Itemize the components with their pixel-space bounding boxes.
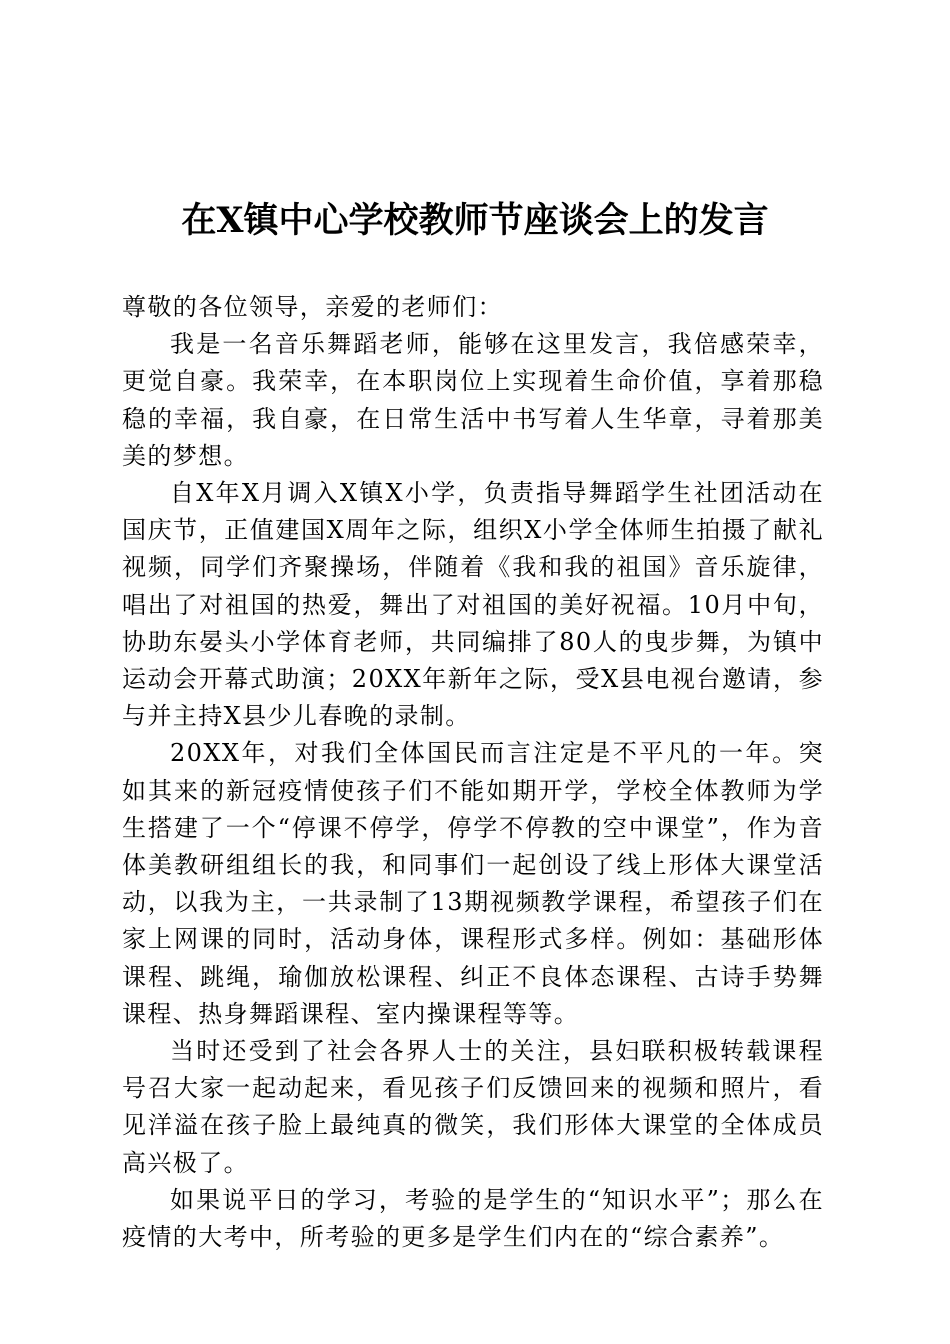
paragraph-2: 自X年X月调入X镇X小学，负责指导舞蹈学生社团活动在国庆节，正值建国X周年之际，组织X小学全体师生拍摄了献礼视频，同学们齐聚操场，伴随着《我和我的祖国》音乐旋律，唱出了对祖国的热爱，舞出了对祖国的美好祝福。10月中旬，协助东晏头小学体育老师，共同编排了80人的曳步舞，为镇中运动会开幕式助演；20XX年新年之际，受X县电视台邀请，参与并主持X县少儿春晚的录制。 — [122, 479, 824, 731]
document-title: 在X镇中心学校教师节座谈会上的发言 — [181, 200, 769, 241]
document-body — [122, 289, 824, 1256]
paragraph-1: 我是一名音乐舞蹈老师，能够在这里发言，我倍感荣幸，更觉自豪。我荣幸，在本职岗位上实现着生命价值，享着那稳稳的幸福，我自豪，在日常生活中书写着人生华章，寻着那美美的梦想。 — [122, 330, 824, 470]
salutation: 尊敬的各位领导，亲爱的老师们： — [122, 293, 503, 321]
paragraph-3: 20XX年，对我们全体国民而言注定是不平凡的一年。突如其来的新冠疫情使孩子们不能如期开学，学校全体教师为学生搭建了一个“停课不停学，停学不停教的空中课堂”，作为音体美教研组组长的我，和同事们一起创设了线上形体大课堂活动，以我为主，一共录制了13期视频教学课程，希望孩子们在家上网课的同时，活动身体，课程形式多样。例如：基础形体课程、跳绳，瑜伽放松课程、纠正不良体态课程、古诗手势舞课程、热身舞蹈课程、室内操课程等等。 — [122, 739, 824, 1028]
paragraph-5: 如果说平日的学习，考验的是学生的“知识水平”；那么在疫情的大考中，所考验的更多是学生们内在的“综合素养”。 — [122, 1185, 824, 1252]
paragraph-4: 当时还受到了社会各界人士的关注，县妇联积极转载课程号召大家一起动起来，看见孩子们反馈回来的视频和照片，看见洋溢在孩子脸上最纯真的微笑，我们形体大课堂的全体成员高兴极了。 — [122, 1037, 824, 1177]
